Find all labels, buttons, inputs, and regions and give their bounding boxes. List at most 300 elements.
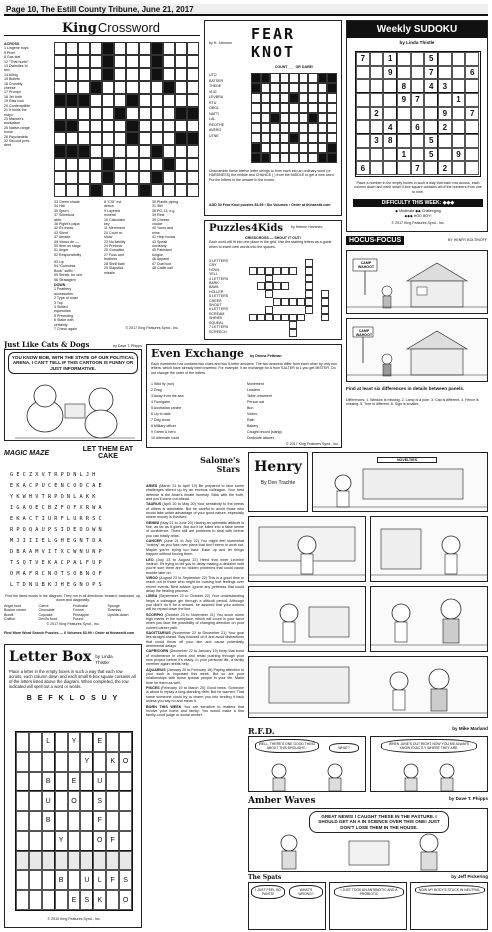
crossword-cell[interactable] bbox=[187, 68, 199, 81]
fear-knot-cell[interactable] bbox=[261, 143, 271, 153]
crossword-cell[interactable] bbox=[66, 42, 78, 55]
crossword-cell[interactable] bbox=[114, 171, 126, 184]
crossword-cell[interactable] bbox=[78, 132, 90, 145]
crossword-cell[interactable] bbox=[187, 120, 199, 133]
letter-cell[interactable] bbox=[80, 831, 93, 851]
letter-cell[interactable] bbox=[68, 870, 81, 890]
kids-cell[interactable] bbox=[321, 290, 329, 298]
crossword-cell[interactable] bbox=[102, 120, 114, 133]
crossword-cell[interactable] bbox=[139, 145, 151, 158]
crossword-cell[interactable] bbox=[139, 55, 151, 68]
kids-cell[interactable] bbox=[281, 314, 289, 322]
crossword-cell[interactable] bbox=[139, 171, 151, 184]
letter-cell[interactable] bbox=[119, 851, 132, 871]
crossword-cell[interactable] bbox=[102, 184, 114, 197]
sudoku-cell[interactable] bbox=[356, 120, 370, 134]
fear-knot-cell[interactable] bbox=[270, 133, 280, 143]
kids-cell[interactable] bbox=[281, 282, 289, 290]
crossword-cell[interactable] bbox=[54, 55, 66, 68]
fear-knot-cell[interactable] bbox=[280, 143, 290, 153]
sudoku-cell[interactable] bbox=[383, 93, 397, 107]
crossword-cell[interactable] bbox=[90, 171, 102, 184]
sudoku-cell[interactable] bbox=[411, 52, 425, 66]
sudoku-cell[interactable] bbox=[370, 79, 384, 93]
kids-cell[interactable] bbox=[265, 306, 273, 314]
crossword-cell[interactable] bbox=[102, 81, 114, 94]
crossword-cell[interactable] bbox=[126, 107, 138, 120]
fear-knot-cell[interactable] bbox=[270, 93, 280, 103]
letter-cell[interactable] bbox=[119, 811, 132, 831]
sudoku-cell[interactable] bbox=[370, 120, 384, 134]
magic-maze-grid[interactable] bbox=[10, 470, 138, 591]
sudoku-cell[interactable] bbox=[465, 161, 479, 175]
letter-cell[interactable] bbox=[16, 870, 29, 890]
kids-cell[interactable] bbox=[289, 267, 297, 275]
letter-cell[interactable] bbox=[16, 752, 29, 772]
fear-knot-cell[interactable] bbox=[299, 103, 309, 113]
crossword-cell[interactable] bbox=[163, 68, 175, 81]
crossword-cell[interactable] bbox=[90, 132, 102, 145]
kids-cell[interactable] bbox=[321, 314, 329, 322]
crossword-cell[interactable] bbox=[114, 81, 126, 94]
crossword-cell[interactable] bbox=[54, 42, 66, 55]
crossword-cell[interactable] bbox=[90, 68, 102, 81]
letter-cell[interactable] bbox=[42, 870, 55, 890]
fear-knot-cell[interactable] bbox=[327, 113, 337, 123]
crossword-cell[interactable] bbox=[175, 145, 187, 158]
fear-knot-cell[interactable] bbox=[289, 153, 299, 163]
fear-knot-cell[interactable] bbox=[289, 143, 299, 153]
crossword-cell[interactable] bbox=[54, 158, 66, 171]
crossword-cell[interactable] bbox=[114, 158, 126, 171]
letter-cell[interactable] bbox=[68, 831, 81, 851]
crossword-cell[interactable] bbox=[175, 81, 187, 94]
sudoku-cell[interactable] bbox=[383, 107, 397, 121]
sudoku-cell[interactable] bbox=[356, 107, 370, 121]
crossword-cell[interactable] bbox=[175, 55, 187, 68]
fear-knot-cell[interactable] bbox=[308, 93, 318, 103]
crossword-cell[interactable] bbox=[114, 184, 126, 197]
letter-cell[interactable] bbox=[29, 831, 42, 851]
kids-cell[interactable] bbox=[305, 259, 313, 267]
letter-cell[interactable] bbox=[16, 791, 29, 811]
kids-cell[interactable] bbox=[265, 290, 273, 298]
fear-knot-cell[interactable] bbox=[280, 73, 290, 83]
crossword-cell[interactable] bbox=[151, 107, 163, 120]
letter-cell[interactable] bbox=[106, 791, 119, 811]
letter-cell[interactable] bbox=[55, 732, 68, 752]
fear-knot-cell[interactable] bbox=[299, 83, 309, 93]
sudoku-cell[interactable] bbox=[356, 93, 370, 107]
crossword-cell[interactable] bbox=[163, 145, 175, 158]
sudoku-cell[interactable] bbox=[370, 66, 384, 80]
crossword-cell[interactable] bbox=[78, 171, 90, 184]
crossword-cell[interactable] bbox=[90, 158, 102, 171]
letter-cell[interactable] bbox=[16, 811, 29, 831]
crossword-cell[interactable] bbox=[187, 184, 199, 197]
letter-cell[interactable] bbox=[93, 851, 106, 871]
crossword-cell[interactable] bbox=[187, 171, 199, 184]
crossword-cell[interactable] bbox=[102, 94, 114, 107]
fear-knot-cell[interactable] bbox=[327, 133, 337, 143]
fear-knot-cell[interactable] bbox=[299, 113, 309, 123]
fear-knot-cell[interactable] bbox=[299, 143, 309, 153]
sudoku-cell[interactable] bbox=[383, 161, 397, 175]
kids-cell[interactable] bbox=[249, 314, 257, 322]
crossword-cell[interactable] bbox=[126, 42, 138, 55]
kids-cell[interactable] bbox=[305, 298, 313, 306]
sudoku-cell[interactable] bbox=[438, 134, 452, 148]
letter-cell[interactable] bbox=[29, 890, 42, 910]
letter-cell[interactable] bbox=[16, 772, 29, 792]
kids-cell[interactable] bbox=[249, 267, 257, 275]
letter-cell[interactable] bbox=[55, 890, 68, 910]
fear-knot-cell[interactable] bbox=[308, 103, 318, 113]
sudoku-cell[interactable] bbox=[438, 52, 452, 66]
letter-cell[interactable] bbox=[93, 752, 106, 772]
kids-cell[interactable] bbox=[289, 329, 297, 337]
sudoku-cell[interactable] bbox=[397, 120, 411, 134]
kids-cell[interactable] bbox=[305, 282, 313, 290]
crossword-cell[interactable] bbox=[187, 81, 199, 94]
crossword-cell[interactable] bbox=[54, 107, 66, 120]
sudoku-cell[interactable] bbox=[424, 107, 438, 121]
crossword-cell[interactable] bbox=[90, 42, 102, 55]
letter-cell[interactable] bbox=[80, 811, 93, 831]
crossword-cell[interactable] bbox=[163, 55, 175, 68]
kids-cell[interactable] bbox=[305, 267, 313, 275]
fear-knot-cell[interactable] bbox=[261, 93, 271, 103]
sudoku-cell[interactable] bbox=[356, 66, 370, 80]
kids-cell[interactable] bbox=[273, 314, 281, 322]
kids-cell[interactable] bbox=[281, 267, 289, 275]
kids-cell[interactable] bbox=[257, 282, 265, 290]
fear-knot-cell[interactable] bbox=[251, 123, 261, 133]
crossword-cell[interactable] bbox=[66, 68, 78, 81]
sudoku-cell[interactable] bbox=[370, 93, 384, 107]
fear-knot-cell[interactable] bbox=[270, 143, 280, 153]
letter-cell[interactable] bbox=[29, 870, 42, 890]
crossword-cell[interactable] bbox=[90, 145, 102, 158]
kids-cell[interactable] bbox=[265, 267, 273, 275]
crossword-cell[interactable] bbox=[66, 158, 78, 171]
crossword-cell[interactable] bbox=[126, 184, 138, 197]
kids-cell[interactable] bbox=[273, 267, 281, 275]
letter-cell[interactable] bbox=[29, 851, 42, 871]
letter-cell[interactable] bbox=[29, 811, 42, 831]
crossword-cell[interactable] bbox=[151, 184, 163, 197]
letter-cell[interactable] bbox=[106, 772, 119, 792]
fear-knot-cell[interactable] bbox=[270, 123, 280, 133]
crossword-cell[interactable] bbox=[102, 107, 114, 120]
puzzles4kids-grid[interactable] bbox=[241, 259, 337, 337]
kids-cell[interactable] bbox=[289, 321, 297, 329]
letter-cell[interactable] bbox=[119, 772, 132, 792]
crossword-cell[interactable] bbox=[54, 68, 66, 81]
crossword-cell[interactable] bbox=[187, 42, 199, 55]
crossword-cell[interactable] bbox=[78, 158, 90, 171]
sudoku-cell[interactable] bbox=[424, 93, 438, 107]
sudoku-cell[interactable] bbox=[370, 52, 384, 66]
fear-knot-cell[interactable] bbox=[318, 123, 328, 133]
crossword-cell[interactable] bbox=[78, 107, 90, 120]
crossword-cell[interactable] bbox=[151, 158, 163, 171]
crossword-cell[interactable] bbox=[78, 120, 90, 133]
letter-cell[interactable] bbox=[106, 732, 119, 752]
crossword-cell[interactable] bbox=[175, 171, 187, 184]
sudoku-cell[interactable] bbox=[465, 79, 479, 93]
crossword-cell[interactable] bbox=[151, 94, 163, 107]
crossword-cell[interactable] bbox=[90, 94, 102, 107]
crossword-cell[interactable] bbox=[90, 107, 102, 120]
kids-cell[interactable] bbox=[273, 282, 281, 290]
sudoku-cell[interactable] bbox=[356, 79, 370, 93]
sudoku-cell[interactable] bbox=[397, 66, 411, 80]
crossword-cell[interactable] bbox=[175, 184, 187, 197]
letter-cell[interactable] bbox=[29, 772, 42, 792]
kids-cell[interactable] bbox=[257, 314, 265, 322]
kids-cell[interactable] bbox=[265, 282, 273, 290]
kids-cell[interactable] bbox=[273, 298, 281, 306]
fear-knot-cell[interactable] bbox=[289, 73, 299, 83]
sudoku-cell[interactable] bbox=[383, 79, 397, 93]
kids-cell[interactable] bbox=[297, 298, 305, 306]
sudoku-cell[interactable] bbox=[411, 79, 425, 93]
crossword-cell[interactable] bbox=[66, 107, 78, 120]
crossword-cell[interactable] bbox=[139, 81, 151, 94]
letter-cell[interactable] bbox=[119, 831, 132, 851]
sudoku-cell[interactable] bbox=[452, 120, 466, 134]
crossword-cell[interactable] bbox=[187, 55, 199, 68]
fear-knot-cell[interactable] bbox=[318, 143, 328, 153]
fear-knot-cell[interactable] bbox=[327, 93, 337, 103]
sudoku-cell[interactable] bbox=[452, 66, 466, 80]
crossword-cell[interactable] bbox=[54, 81, 66, 94]
fear-knot-cell[interactable] bbox=[318, 103, 328, 113]
crossword-cell[interactable] bbox=[139, 94, 151, 107]
sudoku-cell[interactable] bbox=[452, 79, 466, 93]
fear-knot-cell[interactable] bbox=[280, 153, 290, 163]
fear-knot-cell[interactable] bbox=[261, 123, 271, 133]
letter-cell[interactable] bbox=[80, 851, 93, 871]
fear-knot-cell[interactable] bbox=[251, 113, 261, 123]
crossword-cell[interactable] bbox=[114, 145, 126, 158]
letter-cell[interactable] bbox=[68, 851, 81, 871]
letter-cell[interactable] bbox=[80, 791, 93, 811]
crossword-cell[interactable] bbox=[114, 120, 126, 133]
fear-knot-cell[interactable] bbox=[308, 73, 318, 83]
kids-cell[interactable] bbox=[257, 267, 265, 275]
letter-cell[interactable] bbox=[68, 752, 81, 772]
fear-knot-cell[interactable] bbox=[299, 73, 309, 83]
fear-knot-cell[interactable] bbox=[289, 123, 299, 133]
fear-knot-cell[interactable] bbox=[308, 123, 318, 133]
sudoku-cell[interactable] bbox=[452, 161, 466, 175]
sudoku-cell[interactable] bbox=[356, 148, 370, 162]
kids-cell[interactable] bbox=[281, 298, 289, 306]
sudoku-cell[interactable] bbox=[424, 120, 438, 134]
crossword-cell[interactable] bbox=[175, 94, 187, 107]
fear-knot-grid[interactable] bbox=[251, 73, 337, 163]
crossword-cell[interactable] bbox=[139, 107, 151, 120]
sudoku-cell[interactable] bbox=[452, 134, 466, 148]
sudoku-cell[interactable] bbox=[438, 93, 452, 107]
letter-cell[interactable] bbox=[55, 752, 68, 772]
crossword-cell[interactable] bbox=[54, 171, 66, 184]
crossword-cell[interactable] bbox=[175, 42, 187, 55]
crossword-cell[interactable] bbox=[139, 158, 151, 171]
crossword-cell[interactable] bbox=[187, 145, 199, 158]
fear-knot-cell[interactable] bbox=[261, 83, 271, 93]
sudoku-cell[interactable] bbox=[397, 52, 411, 66]
crossword-grid[interactable] bbox=[54, 42, 199, 197]
fear-knot-cell[interactable] bbox=[251, 103, 261, 113]
crossword-cell[interactable] bbox=[90, 55, 102, 68]
kids-cell[interactable] bbox=[265, 314, 273, 322]
crossword-cell[interactable] bbox=[114, 94, 126, 107]
letter-cell[interactable] bbox=[55, 811, 68, 831]
kids-cell[interactable] bbox=[289, 298, 297, 306]
crossword-cell[interactable] bbox=[66, 184, 78, 197]
fear-knot-cell[interactable] bbox=[318, 113, 328, 123]
fear-knot-cell[interactable] bbox=[327, 123, 337, 133]
letter-cell[interactable] bbox=[16, 851, 29, 871]
letter-cell[interactable] bbox=[29, 752, 42, 772]
crossword-cell[interactable] bbox=[175, 120, 187, 133]
letter-cell[interactable] bbox=[16, 732, 29, 752]
letter-cell[interactable] bbox=[42, 752, 55, 772]
crossword-cell[interactable] bbox=[163, 42, 175, 55]
fear-knot-cell[interactable] bbox=[270, 103, 280, 113]
letter-cell[interactable] bbox=[106, 851, 119, 871]
crossword-cell[interactable] bbox=[114, 132, 126, 145]
crossword-cell[interactable] bbox=[126, 171, 138, 184]
fear-knot-cell[interactable] bbox=[299, 93, 309, 103]
crossword-cell[interactable] bbox=[175, 68, 187, 81]
letter-cell[interactable] bbox=[119, 732, 132, 752]
crossword-cell[interactable] bbox=[151, 81, 163, 94]
sudoku-cell[interactable] bbox=[411, 134, 425, 148]
crossword-cell[interactable] bbox=[126, 145, 138, 158]
crossword-cell[interactable] bbox=[66, 171, 78, 184]
crossword-cell[interactable] bbox=[102, 145, 114, 158]
crossword-cell[interactable] bbox=[66, 132, 78, 145]
crossword-cell[interactable] bbox=[126, 158, 138, 171]
crossword-cell[interactable] bbox=[66, 55, 78, 68]
kids-cell[interactable] bbox=[289, 314, 297, 322]
crossword-cell[interactable] bbox=[163, 132, 175, 145]
crossword-cell[interactable] bbox=[151, 120, 163, 133]
fear-knot-cell[interactable] bbox=[251, 93, 261, 103]
letter-cell[interactable] bbox=[106, 811, 119, 831]
crossword-cell[interactable] bbox=[114, 42, 126, 55]
letter-cell[interactable] bbox=[29, 791, 42, 811]
fear-knot-cell[interactable] bbox=[280, 123, 290, 133]
sudoku-cell[interactable] bbox=[452, 52, 466, 66]
crossword-cell[interactable] bbox=[175, 158, 187, 171]
fear-knot-cell[interactable] bbox=[318, 93, 328, 103]
sudoku-cell[interactable] bbox=[465, 120, 479, 134]
kids-cell[interactable] bbox=[321, 306, 329, 314]
crossword-cell[interactable] bbox=[163, 94, 175, 107]
crossword-cell[interactable] bbox=[78, 42, 90, 55]
letter-cell[interactable] bbox=[42, 851, 55, 871]
sudoku-grid[interactable] bbox=[355, 51, 481, 177]
sudoku-cell[interactable] bbox=[411, 148, 425, 162]
letter-cell[interactable] bbox=[55, 772, 68, 792]
sudoku-cell[interactable] bbox=[424, 161, 438, 175]
letter-cell[interactable] bbox=[80, 772, 93, 792]
crossword-cell[interactable] bbox=[139, 42, 151, 55]
letter-cell[interactable] bbox=[42, 890, 55, 910]
kids-cell[interactable] bbox=[305, 290, 313, 298]
crossword-cell[interactable] bbox=[139, 132, 151, 145]
letter-cell[interactable] bbox=[106, 890, 119, 910]
fear-knot-cell[interactable] bbox=[327, 103, 337, 113]
sudoku-cell[interactable] bbox=[465, 93, 479, 107]
sudoku-cell[interactable] bbox=[356, 134, 370, 148]
fear-knot-cell[interactable] bbox=[280, 103, 290, 113]
letter-cell[interactable] bbox=[16, 831, 29, 851]
crossword-cell[interactable] bbox=[78, 184, 90, 197]
sudoku-cell[interactable] bbox=[438, 66, 452, 80]
sudoku-cell[interactable] bbox=[397, 107, 411, 121]
fear-knot-cell[interactable] bbox=[270, 83, 280, 93]
crossword-cell[interactable] bbox=[163, 107, 175, 120]
fear-knot-cell[interactable] bbox=[289, 113, 299, 123]
letter-cell[interactable] bbox=[80, 732, 93, 752]
letter-cell[interactable] bbox=[42, 831, 55, 851]
kids-cell[interactable] bbox=[265, 275, 273, 283]
kids-cell[interactable] bbox=[297, 314, 305, 322]
fear-knot-cell[interactable] bbox=[308, 153, 318, 163]
letter-cell[interactable] bbox=[55, 791, 68, 811]
crossword-cell[interactable] bbox=[126, 81, 138, 94]
fear-knot-cell[interactable] bbox=[299, 123, 309, 133]
fear-knot-cell[interactable] bbox=[299, 153, 309, 163]
kids-cell[interactable] bbox=[305, 275, 313, 283]
fear-knot-cell[interactable] bbox=[318, 133, 328, 143]
fear-knot-cell[interactable] bbox=[299, 133, 309, 143]
fear-knot-cell[interactable] bbox=[308, 143, 318, 153]
sudoku-cell[interactable] bbox=[370, 148, 384, 162]
crossword-cell[interactable] bbox=[78, 81, 90, 94]
sudoku-cell[interactable] bbox=[465, 134, 479, 148]
fear-knot-cell[interactable] bbox=[308, 83, 318, 93]
letter-cell[interactable] bbox=[29, 732, 42, 752]
fear-knot-cell[interactable] bbox=[280, 133, 290, 143]
fear-knot-cell[interactable] bbox=[270, 153, 280, 163]
sudoku-cell[interactable] bbox=[452, 107, 466, 121]
letter-cell[interactable] bbox=[119, 791, 132, 811]
crossword-cell[interactable] bbox=[126, 55, 138, 68]
crossword-cell[interactable] bbox=[151, 132, 163, 145]
crossword-cell[interactable] bbox=[78, 55, 90, 68]
crossword-cell[interactable] bbox=[78, 68, 90, 81]
fear-knot-cell[interactable] bbox=[308, 133, 318, 143]
crossword-cell[interactable] bbox=[102, 132, 114, 145]
crossword-cell[interactable] bbox=[114, 68, 126, 81]
crossword-cell[interactable] bbox=[187, 94, 199, 107]
kids-cell[interactable] bbox=[305, 306, 313, 314]
fear-knot-cell[interactable] bbox=[289, 83, 299, 93]
fear-knot-cell[interactable] bbox=[270, 73, 280, 83]
crossword-cell[interactable] bbox=[114, 55, 126, 68]
fear-knot-cell[interactable] bbox=[251, 133, 261, 143]
letter-box-grid[interactable] bbox=[15, 731, 133, 911]
crossword-cell[interactable] bbox=[139, 120, 151, 133]
letter-cell[interactable] bbox=[68, 811, 81, 831]
